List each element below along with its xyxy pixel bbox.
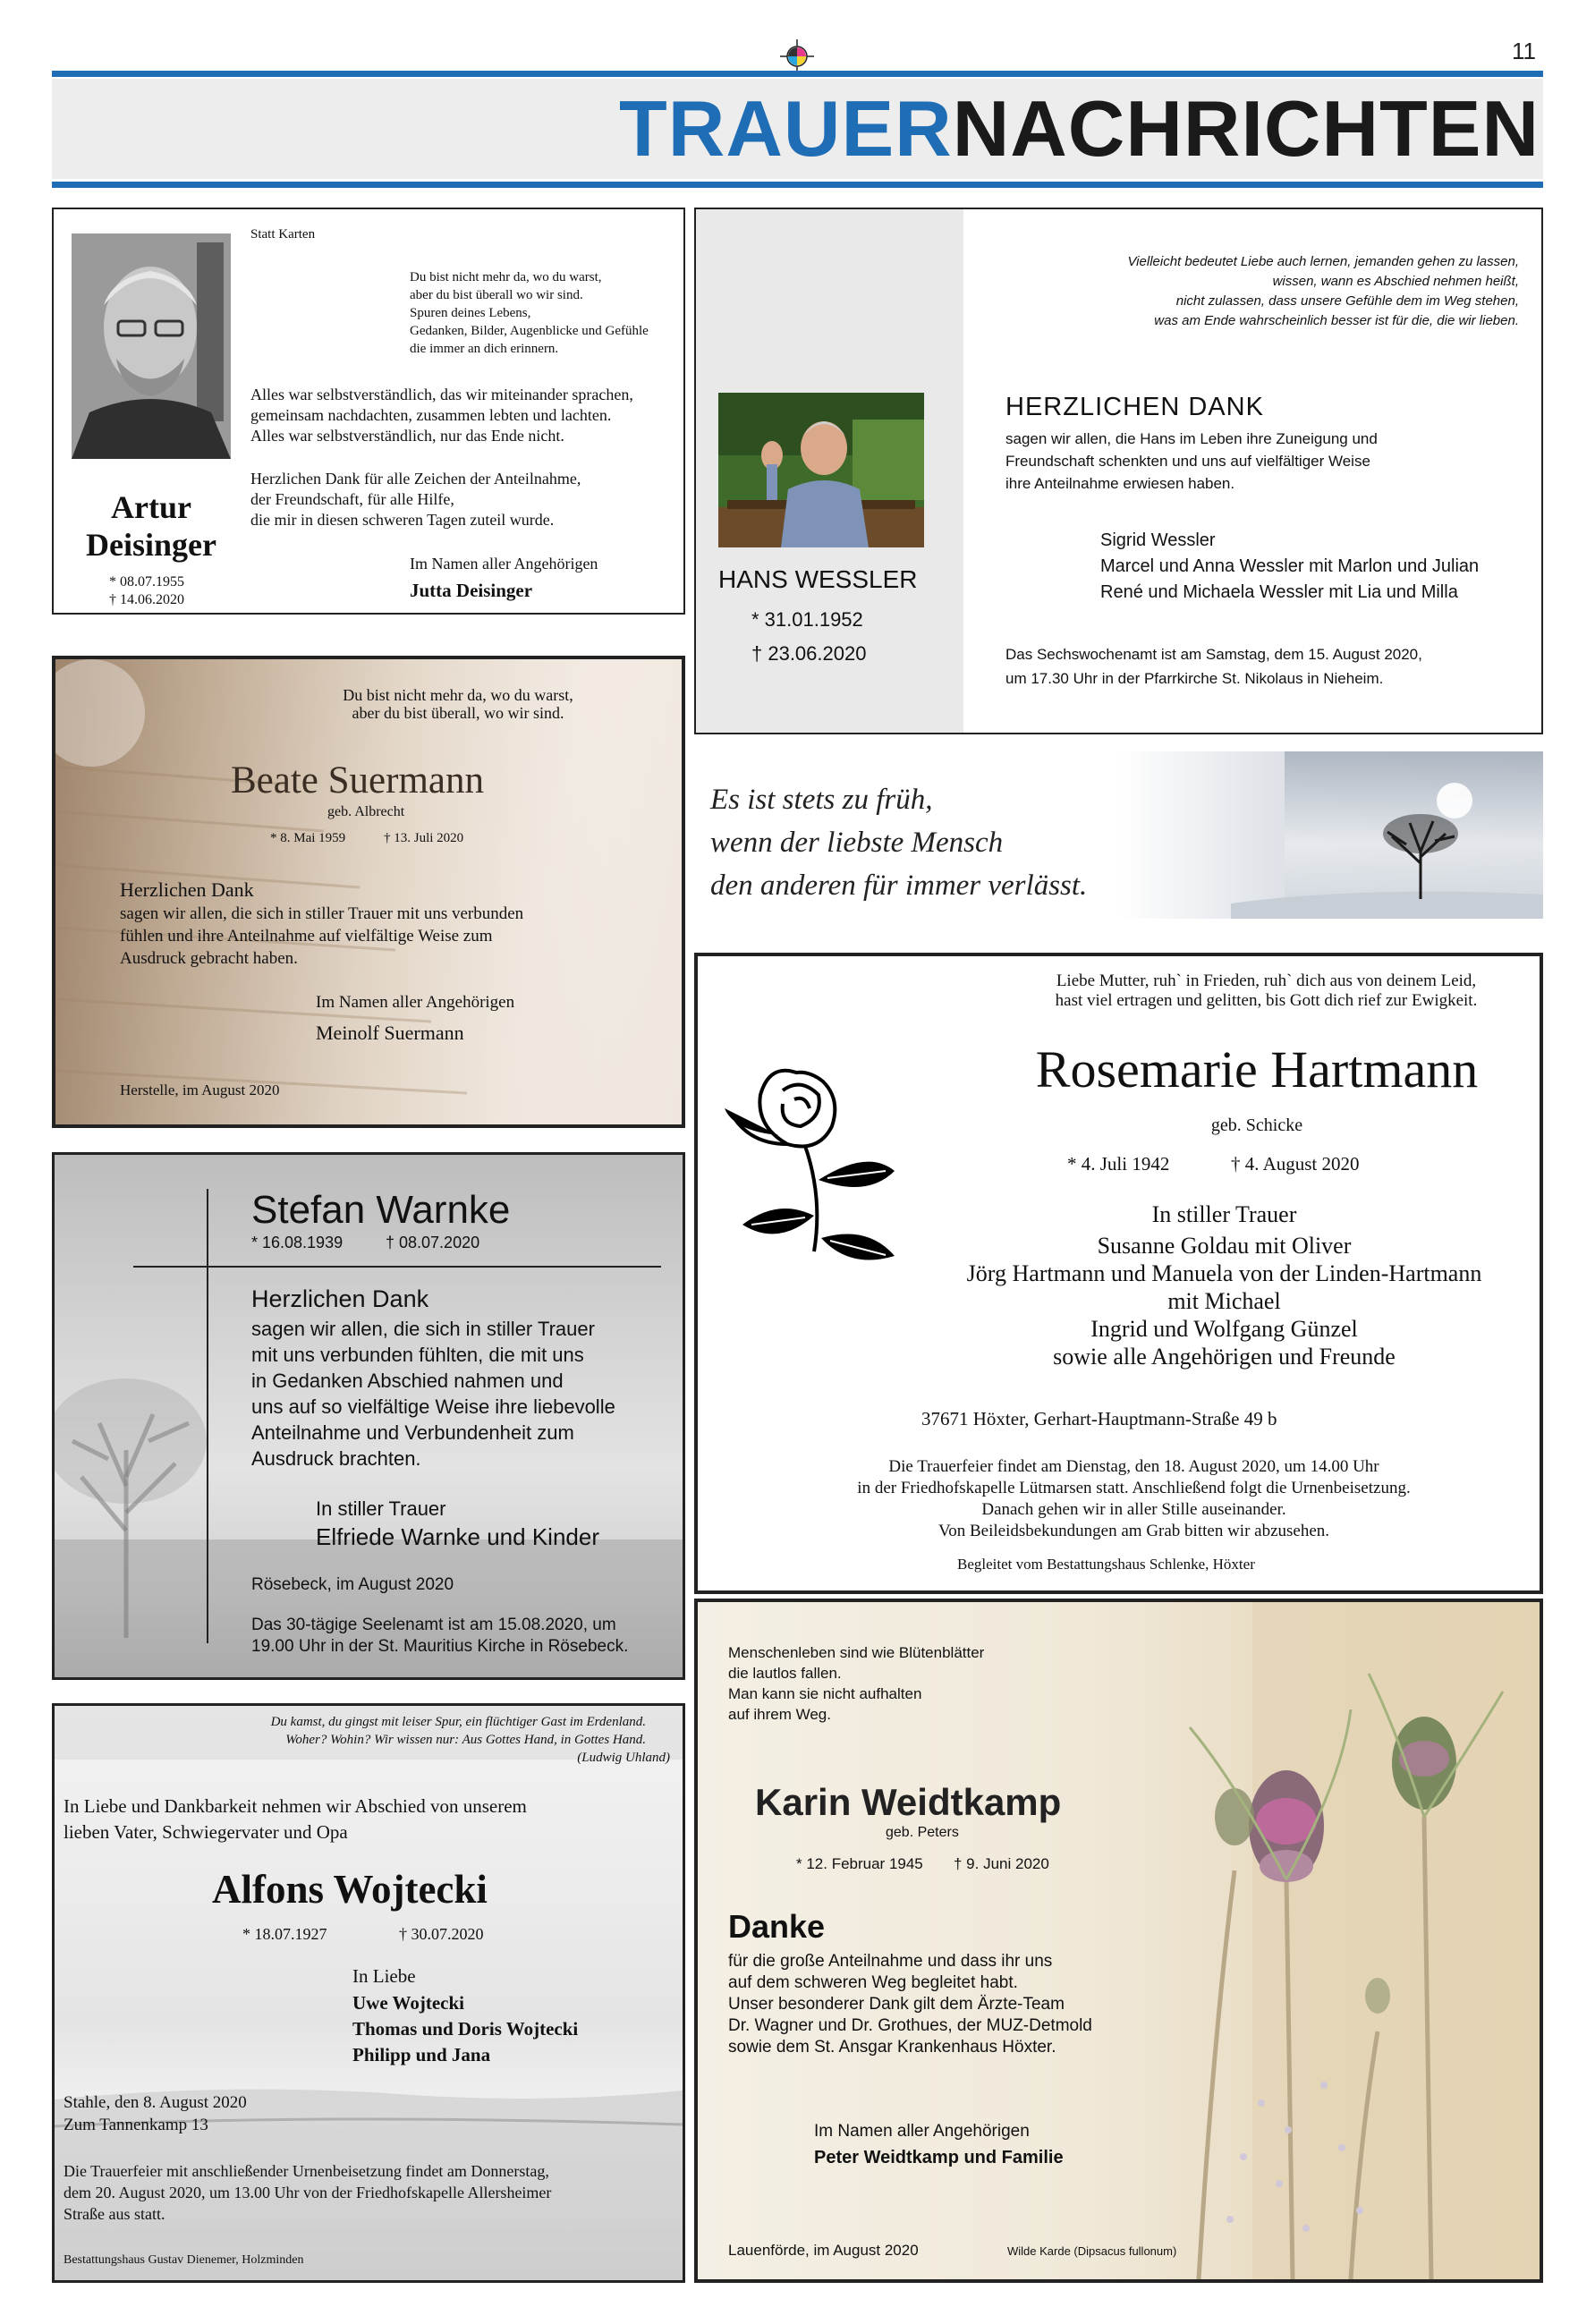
maiden-name: geb. Schicke [1210,1115,1303,1135]
mourner-line: Thomas und Doris Wojtecki [352,2018,579,2040]
sign-name: Peter Weidtkamp und Familie [814,2148,1064,2167]
poem-line: die lautlos fallen. [728,1665,842,1682]
portrait-photo [718,393,924,547]
text-line: gemeinsam nachdachten, zusammen lebten und lachten. [250,406,612,424]
quote [698,971,1540,1011]
service-notice [698,1456,1540,1542]
notice-hartmann [694,953,1543,1594]
born-date: * 4. Juli 1942 [1067,1153,1170,1175]
sign-name: Jutta Deisinger [410,580,533,601]
notice-wojtecki [52,1703,685,2283]
born-date: * 12. Februar 1945 [796,1855,923,1872]
text-line: Dr. Wagner und Dr. Grothues, der MUZ-Detmold [728,2016,1092,2035]
poem-line: Spuren deines Lebens, [410,306,531,320]
mourner-line: Philipp und Jana [352,2044,491,2065]
deceased-name: Beate Suermann [231,759,484,802]
family-names [1100,528,1479,606]
quote-author: (Ludwig Uhland) [577,1751,670,1765]
deceased-name: Stefan Warnke [251,1188,511,1232]
quote-line: Woher? Wohin? Wir wissen nur: Aus Gottes Hand, in Gottes Hand. [285,1733,646,1747]
notice-deisinger [52,208,685,615]
mourn-intro: In stiller Trauer [316,1497,446,1520]
poem-line: Man kann sie nicht aufhalten [728,1685,922,1702]
registration-mark-icon [780,39,814,73]
place-date: Herstelle, im August 2020 [120,1081,280,1098]
deceased-last-name: Deisinger [86,527,216,563]
notice-line: Das Sechswochenamt ist am Samstag, dem 15. August 2020, [1005,646,1422,663]
notice-line: Die Trauerfeier findet am Dienstag, den 18. August 2020, um 14.00 Uhr [888,1457,1379,1476]
deceased-first-name: Artur [111,489,191,525]
thanks-text [120,903,523,970]
text-line: der Freundschaft, für alle Hilfe, [250,490,454,508]
sign-intro: Im Namen aller Angehörigen [814,2122,1030,2141]
text-line: Anteilnahme und Verbundenheit zum [251,1421,574,1444]
poem-line: auf ihrem Weg. [728,1706,831,1723]
notice-line: in der Friedhofskapelle Lütmarsen statt. Anschließend folgt die Urnenbeisetzung. [857,1479,1411,1497]
born-date: * 08.07.1955 [109,574,184,589]
place-date: Stahle, den 8. August 2020 [64,2093,247,2112]
died-date: † 14.06.2020 [109,592,184,607]
died-date: † 4. August 2020 [1231,1153,1360,1175]
title-part-blue: TRAUER [619,84,953,173]
died-date: † 13. Juli 2020 [384,831,464,845]
poem-line: die immer an dich erinnern. [410,342,559,356]
deceased-name: Alfons Wojtecki [212,1867,488,1912]
died-date: † 08.07.2020 [386,1234,480,1251]
sign-intro: Im Namen aller Angehörigen [410,555,598,573]
text-line: Freundschaft schenkten und uns auf vielfältiger Weise [1005,453,1370,470]
banner-quote [694,751,1543,919]
text-line: Alles war selbstverständlich, nur das Ende nicht. [250,427,564,445]
family-line: René und Michaela Wessler mit Lia und Milla [1100,582,1458,602]
notice-line: Das 30-tägige Seelenamt ist am 15.08.2020, um [251,1616,616,1634]
text-line: sowie dem St. Ansgar Krankenhaus Höxter. [728,2038,1056,2057]
notice-line: dem 20. August 2020, um 13.00 Uhr von der Friedhofskapelle Allersheimer [64,2184,552,2201]
poem [728,1642,984,1725]
mourn-intro: In Liebe [352,1965,416,1987]
text-line: Ausdruck gebracht haben. [120,949,298,968]
notice-line: 19.00 Uhr in der St. Mauritius Kirche in Rösebeck. [251,1637,629,1656]
quote-line: Liebe Mutter, ruh` in Frieden, ruh` dich aus von deinem Leid, [1056,971,1477,990]
born-date: * 18.07.1927 [242,1925,327,1943]
text-line: mit uns verbunden fühlten, die mit uns [251,1344,584,1366]
poem [410,268,649,358]
family-line: Marcel und Anna Wessler mit Marlon und Julian [1100,556,1480,576]
deceased-name: HANS WESSLER [718,565,918,593]
notice-line: um 17.30 Uhr in der Pfarrkirche St. Nikolaus in Nieheim. [1005,670,1384,687]
text-line: sagen wir allen, die sich in stiller Trauer mit uns verbunden [120,904,524,923]
notice-line: Straße aus statt. [64,2205,165,2223]
page-number: 11 [1512,38,1536,64]
poem-line: Du bist nicht mehr da, wo du warst, [343,686,573,704]
intro-line: lieben Vater, Schwiegervater und Opa [64,1821,348,1843]
undertaker: Begleitet vom Bestattungshaus Schlenke, Höxter [957,1556,1255,1573]
text-line: fühlen und ihre Anteilnahme auf vielfältige Weise zum [120,927,493,946]
text-line: sagen wir allen, die sich in stiller Trauer [251,1318,595,1340]
text-line: für die große Anteilnahme und dass ihr uns [728,1952,1053,1971]
poem-line: aber du bist überall, wo wir sind. [352,704,564,722]
portrait-photo [72,233,231,459]
text-line: ihre Anteilnahme erwiesen haben. [1005,475,1235,492]
cross-horizontal [133,1266,661,1268]
quote-line: Du kamst, du gingst mit leiser Spur, ein flüchtiger Gast im Erdenland. [270,1715,646,1729]
poem [190,686,685,722]
cross-vertical [207,1189,208,1643]
notice-line: Danach gehen wir in aller Stille auseinander. [981,1500,1286,1519]
body-text-1 [250,385,633,446]
text-line: auf dem schweren Weg begleitet habt. [728,1973,1018,1992]
quote-line: was am Ende wahrscheinlich besser ist für die, die wir lieben. [1154,313,1519,328]
deceased-name: Karin Weidtkamp [755,1781,1062,1823]
mourner-line: Susanne Goldau mit Oliver [1097,1233,1352,1259]
service-notice [251,1615,628,1658]
born-date: * 16.08.1939 [251,1234,344,1251]
sign-name: Meinolf Suermann [316,1022,464,1044]
quote [271,1713,670,1767]
thanks-text [251,1316,615,1472]
header-top-rule [52,71,1543,77]
notice-warnke [52,1152,685,1680]
quote-line: nicht zulassen, dass unsere Gefühle dem im Weg stehen, [1175,293,1519,309]
thanks-text [1005,428,1378,495]
mourner-line: mit Michael [1167,1288,1281,1314]
service-notice [1005,642,1422,691]
mourner-line: Ingrid und Wolfgang Günzel [1090,1316,1358,1342]
text-line: Alles war selbstverständlich, das wir miteinander sprachen, [250,386,633,403]
maiden-name: geb. Peters [886,1825,959,1840]
banner-text [710,778,1087,907]
text-line: sagen wir allen, die Hans im Leben ihre Zuneigung und [1005,430,1378,447]
undertaker: Bestattungshaus Gustav Dienemer, Holzminden [64,2253,304,2267]
text-line: in Gedanken Abschied nahmen und [251,1370,564,1392]
notice-suermann [52,656,685,1128]
banner-line: Es ist stets zu früh, [710,784,933,816]
place-date: Rösebeck, im August 2020 [251,1575,454,1594]
sign-intro: Im Namen aller Angehörigen [316,993,515,1012]
address: 37671 Höxter, Gerhart-Hauptmann-Straße 49 b [921,1408,1277,1429]
mourners [698,1232,1540,1370]
notice-line: Die Trauerfeier mit anschließender Urnenbeisetzung findet am Donnerstag, [64,2162,549,2180]
header-bottom-rule [52,182,1543,188]
poem-line: Du bist nicht mehr da, wo du warst, [410,270,602,284]
notice-weidtkamp [694,1599,1543,2283]
died-date: † 23.06.2020 [751,642,867,665]
quote-line: hast viel ertragen und gelitten, bis Gott dich rief zur Ewigkeit. [1055,991,1478,1010]
place-date: Lauenförde, im August 2020 [728,2242,919,2259]
intro-text [64,1794,527,1845]
banner-line: wenn der liebste Mensch [710,827,1004,859]
quote-line: wissen, wann es Abschied nehmen heißt, [1272,274,1519,289]
notice-line: Von Beileidsbekundungen am Grab bitten wir abzusehen. [937,1522,1330,1540]
text-line: Herzlichen Dank für alle Zeichen der Anteilnahme, [250,470,581,488]
address: Zum Tannenkamp 13 [64,2116,208,2134]
quote-line: Vielleicht bedeutet Liebe auch lernen, jemanden gehen zu lassen, [1127,254,1519,269]
family-line: Sigrid Wessler [1100,530,1216,550]
mourner-line: Uwe Wojtecki [352,1992,465,2014]
thanks-heading: Herzlichen Dank [251,1285,429,1312]
intro-text: Statt Karten [250,227,316,242]
mourn-intro: In stiller Trauer [1151,1201,1297,1227]
died-date: † 9. Juni 2020 [954,1855,1049,1872]
text-line: Ausdruck brachten. [251,1447,421,1470]
mourner-line: sowie alle Angehörigen und Freunde [1053,1344,1396,1370]
maiden-name: geb. Albrecht [327,804,405,819]
page-title [619,84,1540,174]
mourner-line: Jörg Hartmann und Manuela von der Linden-Hartmann [966,1260,1482,1286]
service-notice [64,2160,551,2225]
banner-line: den anderen für immer verlässt. [710,869,1088,902]
thanks-text [728,1951,1092,2058]
body-text-2 [250,469,581,530]
died-date: † 30.07.2020 [399,1925,484,1943]
poem-line: aber du bist überall wo wir sind. [410,288,583,302]
quote [1127,252,1519,331]
born-date: * 8. Mai 1959 [270,831,346,845]
text-line: Unser besonderer Dank gilt dem Ärzte-Team [728,1995,1065,2014]
thistle-image [1056,1602,1540,2279]
born-date: * 31.01.1952 [751,608,863,631]
thanks-heading: HERZLICHEN DANK [1005,393,1264,421]
thanks-heading: Herzlichen Dank [120,878,254,901]
text-line: uns auf so vielfältige Weise ihre liebevolle [251,1395,615,1418]
thanks-heading: Danke [728,1908,826,1945]
intro-line: In Liebe und Dankbarkeit nehmen wir Abschied von unserem [64,1795,527,1817]
mourn-names: Elfriede Warnke und Kinder [316,1523,599,1550]
image-caption: Wilde Karde (Dipsacus fullonum) [1007,2244,1177,2258]
notice-wessler [694,208,1543,734]
poem-line: Gedanken, Bilder, Augenblicke und Gefühle [410,324,649,338]
tree-icon [1231,751,1543,919]
deceased-name: Rosemarie Hartmann [1035,1040,1479,1098]
title-part-dark: NACHRICHTEN [952,84,1540,173]
text-line: die mir in diesen schweren Tagen zuteil wurde. [250,511,555,529]
mourners [352,1990,578,2068]
poem-line: Menschenleben sind wie Blütenblätter [728,1644,985,1661]
